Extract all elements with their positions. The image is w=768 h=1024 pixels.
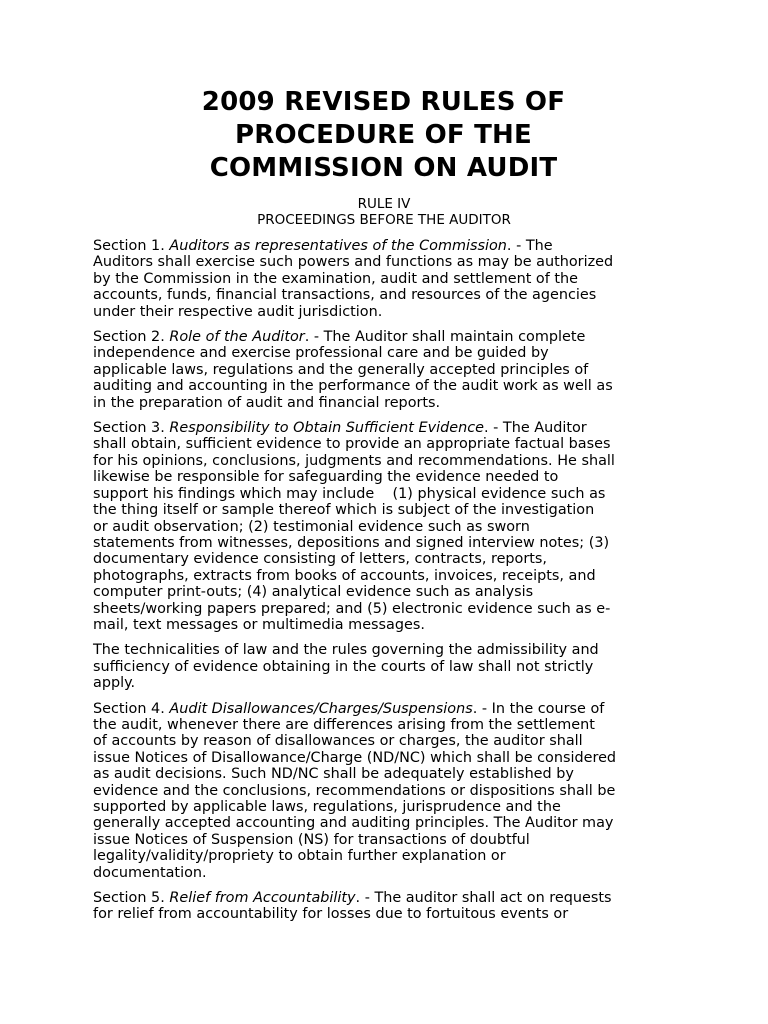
rule-title: PROCEEDINGS BEFORE THE AUDITOR xyxy=(257,212,511,228)
document-title xyxy=(150,86,617,185)
section-heading: Role of the Auditor xyxy=(169,329,305,346)
line-text: as audit decisions. Such ND/NC shall be adequately established by xyxy=(93,766,574,783)
line-text: issue Notices of Disallowance/Charge (ND/NC) which shall be considered xyxy=(93,749,617,766)
line-text: sufficiency of evidence obtaining in the courts of law shall not strictly xyxy=(93,658,594,675)
paragraph-line xyxy=(93,304,683,320)
line-text: apply. xyxy=(93,675,136,692)
paragraph-line xyxy=(93,642,683,658)
section-paragraph xyxy=(93,329,683,411)
paragraph-line xyxy=(93,733,683,749)
paragraph-line xyxy=(93,453,683,469)
line-text: support his findings which may include (1) physical evidence such as xyxy=(93,485,606,502)
line-text: under their respective audit jurisdiction. xyxy=(93,303,383,320)
paragraph-line xyxy=(93,502,683,518)
line-text: evidence and the conclusions, recommendations or dispositions shall be xyxy=(93,782,616,799)
line-text: by the Commission in the examination, audit and settlement of the xyxy=(93,270,578,287)
line-text: independence and exercise professional care and be guided by xyxy=(93,345,549,362)
section-number: Section 1. xyxy=(93,238,170,254)
title-line: PROCEDURE OF THE xyxy=(235,120,532,150)
line-text: documentary evidence consisting of letters, contracts, reports, xyxy=(93,551,547,568)
paragraph-line xyxy=(93,436,683,452)
line-text: the thing itself or sample thereof which is subject of the investigation xyxy=(93,502,595,519)
paragraph-line xyxy=(93,799,683,815)
line-text: The Auditor xyxy=(502,420,587,437)
paragraph-line xyxy=(93,890,683,906)
paragraph-line xyxy=(93,519,683,535)
paragraph-line xyxy=(93,659,683,675)
paragraph-line xyxy=(93,865,683,881)
line-text: shall obtain, sufficient evidence to provide an appropriate factual bases xyxy=(93,436,611,453)
section-heading: Relief from Accountability xyxy=(169,890,356,907)
line-text: The technicalities of law and the rules governing the admissibility and xyxy=(93,642,599,659)
section-paragraph xyxy=(93,701,683,881)
paragraph-line xyxy=(93,254,683,270)
line-text: legality/validity/propriety to obtain further explanation or xyxy=(93,848,506,865)
paragraph-line xyxy=(93,378,683,394)
paragraph-line xyxy=(93,395,683,411)
paragraph-line xyxy=(93,832,683,848)
line-text: accounts, funds, financial transactions, and resources of the agencies xyxy=(93,287,597,304)
section-heading: Audit Disallowances/Charges/Suspensions xyxy=(169,700,473,717)
paragraph-line xyxy=(93,486,683,502)
line-text: sheets/working papers prepared; and (5) electronic evidence such as e- xyxy=(93,600,611,617)
paragraph-line xyxy=(93,271,683,287)
section-paragraph xyxy=(93,642,683,691)
line-text: for his opinions, conclusions, judgments and recommendations. He shall xyxy=(93,452,615,469)
section-paragraph xyxy=(93,890,683,923)
line-text: In the course of xyxy=(491,700,605,717)
line-text: The auditor shall act on requests xyxy=(374,890,612,907)
line-text: of accounts by reason of disallowances or charges, the auditor shall xyxy=(93,733,583,750)
paragraph-line xyxy=(93,848,683,864)
line-text: Auditors shall exercise such powers and functions as may be authorized xyxy=(93,254,614,271)
section-number: Section 2. xyxy=(93,329,170,346)
line-text: photographs, extracts from books of accounts, invoices, receipts, and xyxy=(93,567,596,584)
section-separator: . - xyxy=(484,420,503,437)
line-text: The xyxy=(525,238,553,254)
line-text: in the preparation of audit and financial reports. xyxy=(93,394,441,411)
paragraph-line xyxy=(93,535,683,551)
line-text: issue Notices of Suspension (NS) for transactions of doubtful xyxy=(93,831,530,848)
section-heading: Responsibility to Obtain Sufficient Evidence xyxy=(169,420,484,437)
line-text: mail, text messages or multimedia messages. xyxy=(93,616,425,633)
paragraph-line xyxy=(93,420,683,436)
title-line: 2009 REVISED RULES OF xyxy=(201,87,566,117)
paragraph-line xyxy=(93,906,683,922)
paragraph-line xyxy=(93,568,683,584)
paragraph-line xyxy=(93,584,683,600)
line-text: or audit observation; (2) testimonial evidence such as sworn xyxy=(93,518,530,535)
paragraph-line xyxy=(93,617,683,633)
line-text: applicable laws, regulations and the generally accepted principles of xyxy=(93,361,589,378)
section-paragraph xyxy=(93,238,683,320)
title-line: COMMISSION ON AUDIT xyxy=(209,153,558,183)
section-separator: . - xyxy=(355,890,375,907)
line-text: The Auditor shall maintain complete xyxy=(323,329,586,346)
paragraph-line xyxy=(93,701,683,717)
line-text: supported by applicable laws, regulations, jurisprudence and the xyxy=(93,799,561,815)
line-text: generally accepted accounting and auditing principles. The Auditor may xyxy=(93,815,614,832)
paragraph-line xyxy=(93,329,683,345)
paragraph-line xyxy=(93,675,683,691)
paragraph-line xyxy=(93,815,683,831)
section-heading: Auditors as representatives of the Commission xyxy=(169,238,507,254)
section-separator: . - xyxy=(506,238,526,254)
paragraph-line xyxy=(93,238,683,254)
paragraph-line xyxy=(93,766,683,782)
rule-number: RULE IV xyxy=(357,196,411,212)
line-text: likewise be responsible for safeguarding the evidence needed to xyxy=(93,469,559,486)
section-separator: . - xyxy=(472,700,492,717)
paragraph-line xyxy=(93,601,683,617)
line-text: auditing and accounting in the performance of the audit work as well as xyxy=(93,378,613,395)
line-text: statements from witnesses, depositions and signed interview notes; (3) xyxy=(93,534,610,551)
line-text: the audit, whenever there are differences arising from the settlement xyxy=(93,716,595,733)
section-number: Section 5. xyxy=(93,890,170,907)
section-number: Section 4. xyxy=(93,700,170,717)
section-number: Section 3. xyxy=(93,420,170,437)
line-text: computer print-outs; (4) analytical evidence such as analysis xyxy=(93,584,534,601)
line-text: documentation. xyxy=(93,864,207,881)
paragraph-line xyxy=(93,362,683,378)
section-separator: . - xyxy=(304,329,324,346)
paragraph-line xyxy=(93,345,683,361)
paragraph-line xyxy=(93,287,683,303)
document-body xyxy=(93,238,683,932)
line-text: for relief from accountability for losses due to fortuitous events or xyxy=(93,906,569,923)
paragraph-line xyxy=(93,783,683,799)
paragraph-line xyxy=(93,551,683,567)
paragraph-line xyxy=(93,750,683,766)
paragraph-line xyxy=(93,469,683,485)
paragraph-line xyxy=(93,717,683,733)
section-paragraph xyxy=(93,420,683,633)
